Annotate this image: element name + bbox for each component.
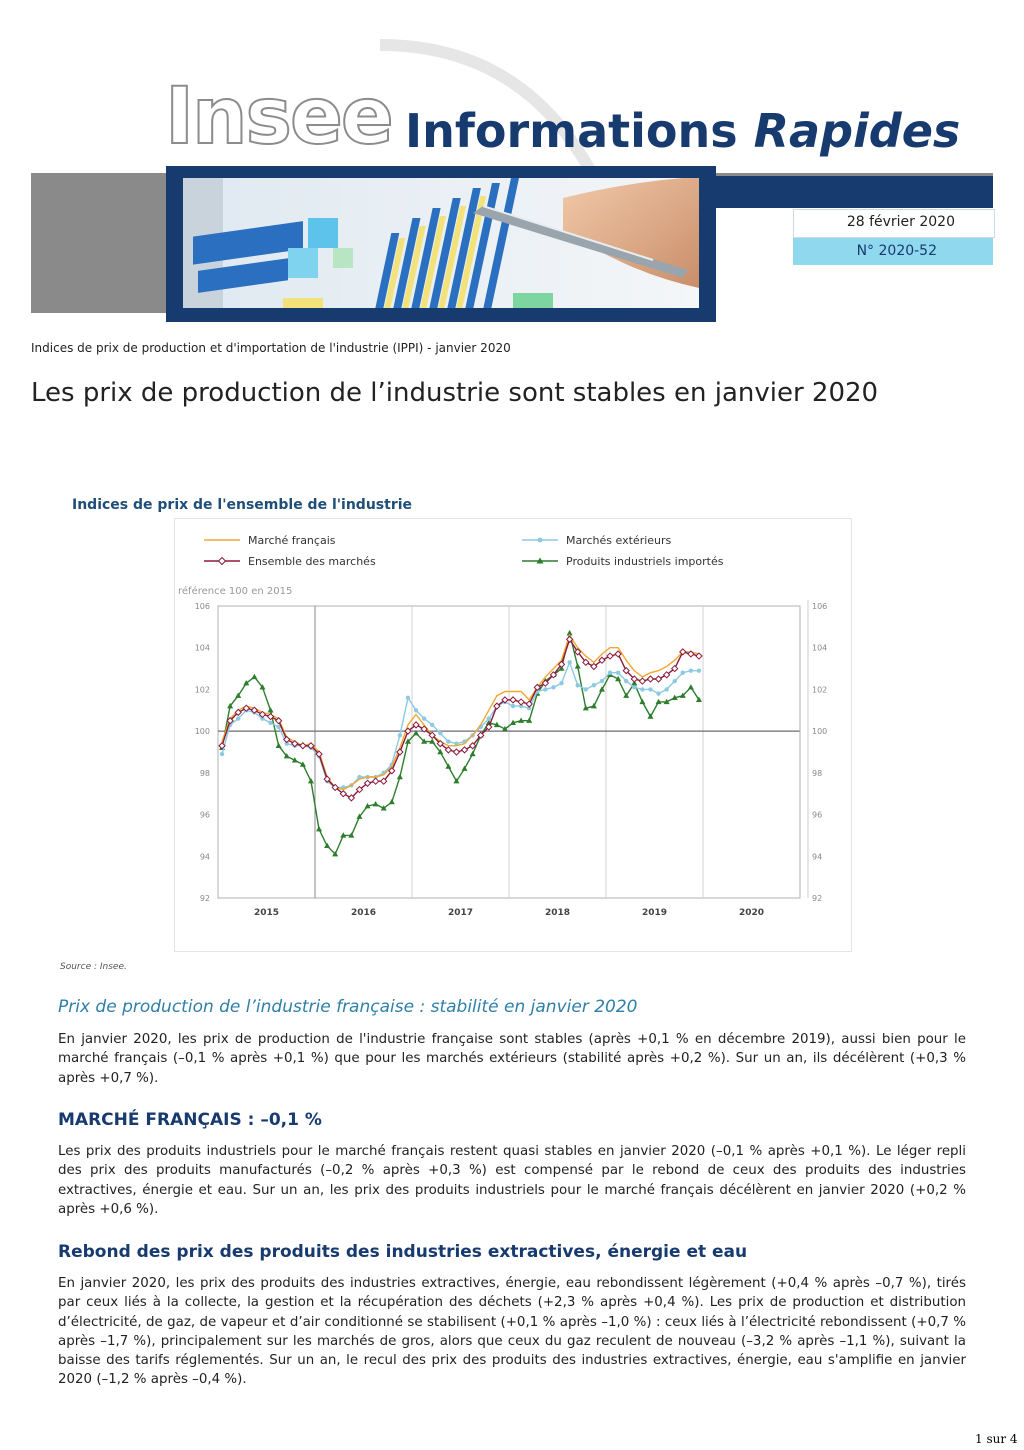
data-point <box>639 699 645 704</box>
section-paragraph-production: En janvier 2020, les prix de production de l'industrie française sont stables (après +0,1 % en décembre 2019), aussi bien pour le marché français (–0,1 % après +0,1 %) que pour les marchés extérieurs (stabilité après +0,2 %). Sur un an, ils décélèrent (+0,3 % après +0,7 %). <box>58 1032 966 1086</box>
data-point <box>398 733 402 737</box>
x-tick-label: 2020 <box>738 908 765 918</box>
data-point <box>324 843 330 848</box>
series-title <box>405 104 961 158</box>
data-point <box>624 679 628 683</box>
data-point <box>543 687 547 691</box>
legend-marker <box>538 538 543 543</box>
section-paragraph-marche-francais: Les prix des produits industriels pour le marché français restent quasi stables en janvier 2020 (–0,1 % après +0,1 %). Le léger repli des prix des produits manufacturés (–0,2 % après +0,3 %) est compensé par le rebond de ceux des produits des industries extractives, énergie et eau. Sur un an, les prix des produits industriels pour le marché français décélèrent en janvier 2020 (+0,2 % après +0,6 %). <box>58 1144 966 1217</box>
chart-source: Source : Insee. <box>60 962 127 972</box>
section-heading-production: Prix de production de l’industrie française : stabilité en janvier 2020 <box>58 997 638 1017</box>
chart-legend <box>204 534 724 568</box>
data-point <box>697 668 701 672</box>
data-point <box>576 683 580 687</box>
data-point <box>640 687 644 691</box>
data-point <box>607 653 613 659</box>
data-point <box>300 743 306 749</box>
data-point <box>648 687 652 691</box>
y-tick-label-left: 100 <box>194 727 210 737</box>
x-tick-label: 2016 <box>350 908 377 918</box>
data-point <box>438 731 442 735</box>
breadcrumb: Indices de prix de production et d'importation de l'industrie (IPPI) - janvier 2020 <box>31 341 511 355</box>
data-point <box>414 708 418 712</box>
x-tick-label: 2017 <box>447 908 474 918</box>
y-tick-label-right: 100 <box>812 727 828 737</box>
data-point <box>268 721 272 725</box>
series-title-italic: Rapides <box>753 104 961 158</box>
y-tick-label-right: 94 <box>812 852 823 862</box>
legend-item <box>522 534 672 547</box>
data-point <box>656 691 660 695</box>
header-photo <box>166 166 716 322</box>
data-point <box>632 685 636 689</box>
data-point <box>446 739 450 743</box>
legend-item <box>204 555 376 568</box>
data-point <box>316 826 322 831</box>
data-point <box>487 716 491 720</box>
y-tick-label-left: 96 <box>199 810 210 820</box>
data-point <box>251 674 257 679</box>
data-point <box>608 671 612 675</box>
data-point <box>575 663 581 668</box>
page-title: Les prix de production de l’industrie sont stables en janvier 2020 <box>31 378 879 408</box>
chart-pen-illustration <box>183 178 699 308</box>
legend-item <box>522 555 724 568</box>
data-point <box>236 716 240 720</box>
data-point <box>268 707 274 712</box>
data-point <box>551 685 555 689</box>
y-tick-label-left: 92 <box>199 894 210 903</box>
x-tick-label: 2018 <box>544 908 571 918</box>
data-point <box>462 765 468 770</box>
data-point <box>397 774 403 779</box>
y-tick-label-left: 106 <box>194 602 210 611</box>
header-blue-strip <box>716 176 993 208</box>
data-point <box>389 799 395 804</box>
x-tick-label: 2019 <box>641 908 668 918</box>
data-point <box>681 671 685 675</box>
y-tick-label-left: 98 <box>199 768 210 778</box>
data-point <box>616 671 620 675</box>
y-tick-label-right: 96 <box>812 810 823 820</box>
data-point <box>430 723 434 727</box>
data-point <box>308 778 314 783</box>
data-point <box>592 683 596 687</box>
data-point <box>567 660 571 664</box>
data-point <box>639 678 645 684</box>
series-0 <box>222 635 699 789</box>
x-tick-label: 2015 <box>253 908 280 918</box>
legend-label: Produits industriels importés <box>566 555 724 568</box>
y-tick-label-right: 104 <box>812 643 828 653</box>
data-point <box>591 703 597 708</box>
data-point <box>656 676 662 682</box>
data-point <box>373 778 379 784</box>
data-point <box>647 676 653 682</box>
data-point <box>689 668 693 672</box>
chart-title: Indices de prix de l'ensemble de l'industrie <box>72 497 413 513</box>
chart-grid <box>218 600 808 898</box>
data-point <box>673 679 677 683</box>
series-line <box>222 635 699 789</box>
price-index-chart <box>174 518 850 950</box>
data-point <box>422 716 426 720</box>
data-point <box>518 699 524 705</box>
data-point <box>600 679 604 683</box>
data-point <box>462 747 468 753</box>
data-point <box>373 801 379 806</box>
y-axis-label: référence 100 en 2015 <box>178 586 293 597</box>
section-heading-industries-extractives: Rebond des prix des produits des industries extractives, énergie et eau <box>58 1242 748 1262</box>
chart-ticks <box>195 602 828 918</box>
legend-label: Ensemble des marchés <box>248 555 376 568</box>
data-point <box>688 684 694 689</box>
legend-item <box>204 534 336 547</box>
data-point <box>284 736 290 742</box>
data-point <box>453 749 459 755</box>
y-tick-label-right: 106 <box>812 602 828 611</box>
publication-date: 28 février 2020 <box>846 214 955 230</box>
data-point <box>584 687 588 691</box>
page-number: 1 sur 4 <box>975 1432 1018 1446</box>
data-point <box>526 701 532 707</box>
data-point <box>664 687 668 691</box>
series-1 <box>220 660 701 790</box>
data-point <box>511 704 515 708</box>
data-point <box>510 697 516 703</box>
data-point <box>220 752 224 756</box>
data-point <box>406 696 410 700</box>
series-title-main: Informations <box>405 104 738 158</box>
y-tick-label-right: 102 <box>812 685 828 695</box>
legend-label: Marchés extérieurs <box>566 534 672 547</box>
section-paragraph-industries-extractives: En janvier 2020, les prix des produits des industries extractives, énergie, eau rebondissent légèrement (+0,4 % après –0,7 %), tirés par ceux liés à la collecte, la gestion et la récupération des déchets (+2,3 % après +0,4 %). Les prix de production et distribution d’électricité, de gaz, de vapeur et d’air conditionné se stabilisent (+0,1 % après –1,0 %) : ceux liés à l’électricité rebondissent (+0,7 % après –1,7 %), principalement sur les marchés de gros, alors que ceux du gaz reculent de nouveau (–3,2 % après –1,1 %), suivant la baisse des tarifs réglementés. Sur un an, le recul des prix des produits des industries extractives, énergie, eau s'amplifie en janvier 2020 (–1,2 % après –0,4 %). <box>58 1276 966 1388</box>
legend-label: Marché français <box>248 534 336 547</box>
data-point <box>559 681 563 685</box>
y-tick-label-left: 94 <box>199 852 210 862</box>
data-point <box>470 751 476 756</box>
y-tick-label-right: 98 <box>812 768 823 778</box>
y-tick-label-right: 92 <box>812 894 823 903</box>
y-tick-label-left: 102 <box>194 685 210 695</box>
publication-number: N° 2020-52 <box>856 243 937 259</box>
data-point <box>276 743 282 748</box>
y-tick-label-left: 104 <box>194 643 210 653</box>
legend-marker <box>219 558 226 565</box>
insee-logo: Insee <box>165 72 392 162</box>
section-heading-marche-francais: MARCHÉ FRANÇAIS : –0,1 % <box>58 1110 322 1130</box>
chart-series <box>219 630 702 856</box>
